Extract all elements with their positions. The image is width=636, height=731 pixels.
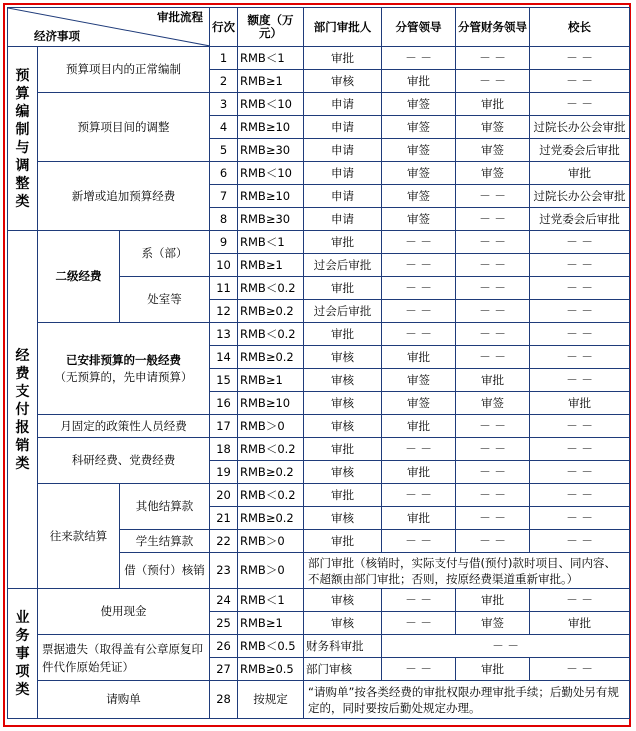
header-finance-leader: 分管财务领导 (456, 8, 530, 47)
finance-cell: － － (456, 438, 530, 461)
row-no: 3 (210, 93, 238, 116)
president-cell: － － (530, 277, 630, 300)
row-no: 27 (210, 658, 238, 681)
dept-cell: 申请 (304, 116, 382, 139)
dept-cell: 审核 (304, 392, 382, 415)
dept-cell: 申请 (304, 93, 382, 116)
leader-cell: 审签 (382, 185, 456, 208)
finance-cell: － － (456, 323, 530, 346)
item-current-acct: 往来款结算 (38, 484, 120, 589)
amount: RMB≥0.2 (238, 507, 304, 530)
finance-cell: 审签 (456, 392, 530, 415)
leader-cell: － － (382, 300, 456, 323)
amount: RMB≥0.5 (238, 658, 304, 681)
president-cell: － － (530, 589, 630, 612)
row-no: 15 (210, 369, 238, 392)
dept-cell: 审核 (304, 415, 382, 438)
dept-cell: 审核 (304, 589, 382, 612)
item-office-sub: 处室等 (120, 277, 210, 323)
row-no: 4 (210, 116, 238, 139)
president-cell: － － (530, 254, 630, 277)
amount: RMB≥1 (238, 70, 304, 93)
table-row (8, 415, 630, 438)
leader-cell: － － (382, 484, 456, 507)
president-cell: － － (530, 507, 630, 530)
president-cell: － － (530, 93, 630, 116)
row-no: 5 (210, 139, 238, 162)
row-no: 20 (210, 484, 238, 507)
leader-cell: － － (382, 438, 456, 461)
table-row (8, 47, 630, 70)
finance-cell: － － (456, 47, 530, 70)
row-no: 16 (210, 392, 238, 415)
dept-cell: 审批 (304, 47, 382, 70)
item-policy: 月固定的政策性人员经费 (38, 415, 210, 438)
amount: RMB≥0.2 (238, 300, 304, 323)
president-cell: － － (530, 415, 630, 438)
row-no: 2 (210, 70, 238, 93)
leader-cell: 审签 (382, 392, 456, 415)
dept-cell: 审核 (304, 346, 382, 369)
finance-cell: 审签 (456, 612, 530, 635)
row-no: 22 (210, 530, 238, 553)
leader-cell: － － (382, 47, 456, 70)
leader-cell: 审签 (382, 208, 456, 231)
finance-cell: 审批 (456, 658, 530, 681)
row-no: 10 (210, 254, 238, 277)
president-cell: － － (530, 300, 630, 323)
row-no: 17 (210, 415, 238, 438)
president-cell: － － (530, 323, 630, 346)
leader-cell: － － (382, 530, 456, 553)
table-row (8, 323, 630, 346)
dept-cell: 财务科审批 (304, 635, 382, 658)
item-level2: 二级经费 (38, 231, 120, 323)
amount: RMB≥30 (238, 139, 304, 162)
item-budget-add: 新增或追加预算经费 (38, 162, 210, 231)
president-cell: － － (530, 47, 630, 70)
rest-cell: － － (382, 635, 630, 658)
dept-cell: 审核 (304, 507, 382, 530)
president-cell: 审批 (530, 162, 630, 185)
dept-cell: 审批 (304, 530, 382, 553)
amount: RMB＞0 (238, 530, 304, 553)
leader-cell: 审批 (382, 346, 456, 369)
item-other-settle: 其他结算款 (120, 484, 210, 530)
finance-cell: － － (456, 208, 530, 231)
header-amount: 额度（万元） (238, 8, 304, 47)
finance-cell: － － (456, 461, 530, 484)
amount: RMB＜0.2 (238, 277, 304, 300)
amount: RMB＜1 (238, 47, 304, 70)
president-cell: － － (530, 231, 630, 254)
item-dept-sub: 系（部） (120, 231, 210, 277)
row-no: 14 (210, 346, 238, 369)
leader-cell: － － (382, 323, 456, 346)
leader-cell: 审批 (382, 70, 456, 93)
row-no: 25 (210, 612, 238, 635)
table-row (8, 484, 630, 507)
item-cash: 使用现金 (38, 589, 210, 635)
row-no: 21 (210, 507, 238, 530)
category-business: 业务事项类 (8, 589, 38, 719)
amount: RMB＜0.2 (238, 484, 304, 507)
row-no: 18 (210, 438, 238, 461)
leader-cell: － － (382, 231, 456, 254)
amount: RMB≥10 (238, 185, 304, 208)
item-purchase: 请购单 (38, 681, 210, 719)
amount: RMB≥0.2 (238, 346, 304, 369)
row-no: 26 (210, 635, 238, 658)
purchase-note: “请购单”按各类经费的审批权限办理审批手续；后勤处另有规定的，同时要按后勤处规定办理。 (304, 681, 630, 719)
president-cell: － － (530, 369, 630, 392)
president-cell: 过党委会后审批 (530, 139, 630, 162)
dept-cell: 审核 (304, 369, 382, 392)
president-cell: － － (530, 346, 630, 369)
dept-cell: 部门审核 (304, 658, 382, 681)
dept-cell: 审批 (304, 323, 382, 346)
row-no: 9 (210, 231, 238, 254)
dept-cell: 审核 (304, 461, 382, 484)
row-no: 24 (210, 589, 238, 612)
item-research: 科研经费、党费经费 (38, 438, 210, 484)
row-no: 7 (210, 185, 238, 208)
row-no: 28 (210, 681, 238, 719)
header-dept-approver: 部门审批人 (304, 8, 382, 47)
president-cell: － － (530, 438, 630, 461)
leader-cell: 审签 (382, 162, 456, 185)
dept-cell: 审批 (304, 438, 382, 461)
amount: RMB≥10 (238, 116, 304, 139)
leader-cell: 审签 (382, 93, 456, 116)
finance-cell: 审签 (456, 139, 530, 162)
row-no: 12 (210, 300, 238, 323)
leader-cell: 审签 (382, 139, 456, 162)
finance-cell: － － (456, 530, 530, 553)
approval-table (7, 7, 630, 719)
leader-cell: 审批 (382, 415, 456, 438)
dept-cell: 审批 (304, 484, 382, 507)
row-no: 8 (210, 208, 238, 231)
president-cell: － － (530, 484, 630, 507)
row-no: 11 (210, 277, 238, 300)
table-frame (3, 3, 631, 727)
finance-cell: － － (456, 300, 530, 323)
amount: RMB≥0.2 (238, 461, 304, 484)
item-lost-receipt: 票据遗失（取得盖有公章原复印件代作原始凭证） (38, 635, 210, 681)
leader-cell: 审签 (382, 369, 456, 392)
general-title: 已安排预算的一般经费 (66, 352, 181, 367)
dept-cell: 申请 (304, 185, 382, 208)
header-president: 校长 (530, 8, 630, 47)
item-general (38, 323, 210, 415)
amount: RMB≥1 (238, 254, 304, 277)
amount: RMB≥30 (238, 208, 304, 231)
leader-cell: 审批 (382, 461, 456, 484)
finance-cell: 审批 (456, 93, 530, 116)
president-cell: 审批 (530, 392, 630, 415)
table-row (8, 589, 630, 612)
header-leader: 分管领导 (382, 8, 456, 47)
dept-cell: 申请 (304, 208, 382, 231)
amount: RMB＜0.2 (238, 323, 304, 346)
dept-cell: 申请 (304, 139, 382, 162)
leader-cell: － － (382, 277, 456, 300)
finance-cell: 审批 (456, 369, 530, 392)
amount: 按规定 (238, 681, 304, 719)
finance-cell: － － (456, 231, 530, 254)
row-no: 13 (210, 323, 238, 346)
category-budget: 预算编制与调整类 (8, 47, 38, 231)
president-cell: 过院长办公会审批 (530, 116, 630, 139)
header-diagonal-cell (8, 8, 210, 47)
president-cell: 过党委会后审批 (530, 208, 630, 231)
table-row (8, 635, 630, 658)
leader-cell: 审批 (382, 507, 456, 530)
amount: RMB＞0 (238, 553, 304, 589)
leader-cell: － － (382, 254, 456, 277)
amount: RMB＜1 (238, 231, 304, 254)
row-no: 6 (210, 162, 238, 185)
finance-cell: － － (456, 484, 530, 507)
leader-cell: － － (382, 589, 456, 612)
header-economic-item: 经济事项 (34, 29, 80, 43)
amount: RMB＜10 (238, 162, 304, 185)
amount: RMB＞0 (238, 415, 304, 438)
table-row (8, 162, 630, 185)
finance-cell: － － (456, 507, 530, 530)
table-row (8, 231, 630, 254)
dept-cell: 审核 (304, 612, 382, 635)
amount: RMB＜1 (238, 589, 304, 612)
amount: RMB≥10 (238, 392, 304, 415)
president-cell: 过院长办公会审批 (530, 185, 630, 208)
row-no: 19 (210, 461, 238, 484)
finance-cell: 审签 (456, 162, 530, 185)
president-cell: 审批 (530, 612, 630, 635)
table-row (8, 438, 630, 461)
leader-cell: 审签 (382, 116, 456, 139)
dept-cell: 过会后审批 (304, 300, 382, 323)
finance-cell: 审签 (456, 116, 530, 139)
amount: RMB＜10 (238, 93, 304, 116)
finance-cell: － － (456, 346, 530, 369)
dept-cell: 审批 (304, 277, 382, 300)
writeoff-note: 部门审批（核销时，实际支付与借(预付)款时项目、同内容、不超额由部门审批；否则，按原经费渠道重新审批。） (304, 553, 630, 589)
dept-cell: 过会后审批 (304, 254, 382, 277)
amount: RMB≥1 (238, 369, 304, 392)
row-no: 1 (210, 47, 238, 70)
finance-cell: － － (456, 415, 530, 438)
dept-cell: 审核 (304, 70, 382, 93)
president-cell: － － (530, 461, 630, 484)
item-budget-adjust: 预算项目间的调整 (38, 93, 210, 162)
header-row-no: 行次 (210, 8, 238, 47)
item-advance-writeoff: 借（预付）核销 (120, 553, 210, 589)
president-cell: － － (530, 658, 630, 681)
category-expense: 经费支付报销类 (8, 231, 38, 589)
finance-cell: － － (456, 277, 530, 300)
amount: RMB≥1 (238, 612, 304, 635)
finance-cell: － － (456, 70, 530, 93)
amount: RMB＜0.2 (238, 438, 304, 461)
president-cell: － － (530, 530, 630, 553)
item-budget-normal: 预算项目内的正常编制 (38, 47, 210, 93)
general-note: （无预算的，先申请预算） (54, 369, 193, 384)
table-row (8, 681, 630, 719)
leader-cell: － － (382, 612, 456, 635)
amount: RMB＜0.5 (238, 635, 304, 658)
finance-cell: － － (456, 185, 530, 208)
header-approval-flow: 审批流程 (157, 10, 204, 24)
president-cell: － － (530, 70, 630, 93)
leader-cell: － － (382, 658, 456, 681)
finance-cell: － － (456, 254, 530, 277)
header-row (8, 8, 630, 47)
dept-cell: 申请 (304, 162, 382, 185)
item-student-settle: 学生结算款 (120, 530, 210, 553)
row-no: 23 (210, 553, 238, 589)
table-row (8, 93, 630, 116)
finance-cell: 审批 (456, 589, 530, 612)
dept-cell: 审批 (304, 231, 382, 254)
